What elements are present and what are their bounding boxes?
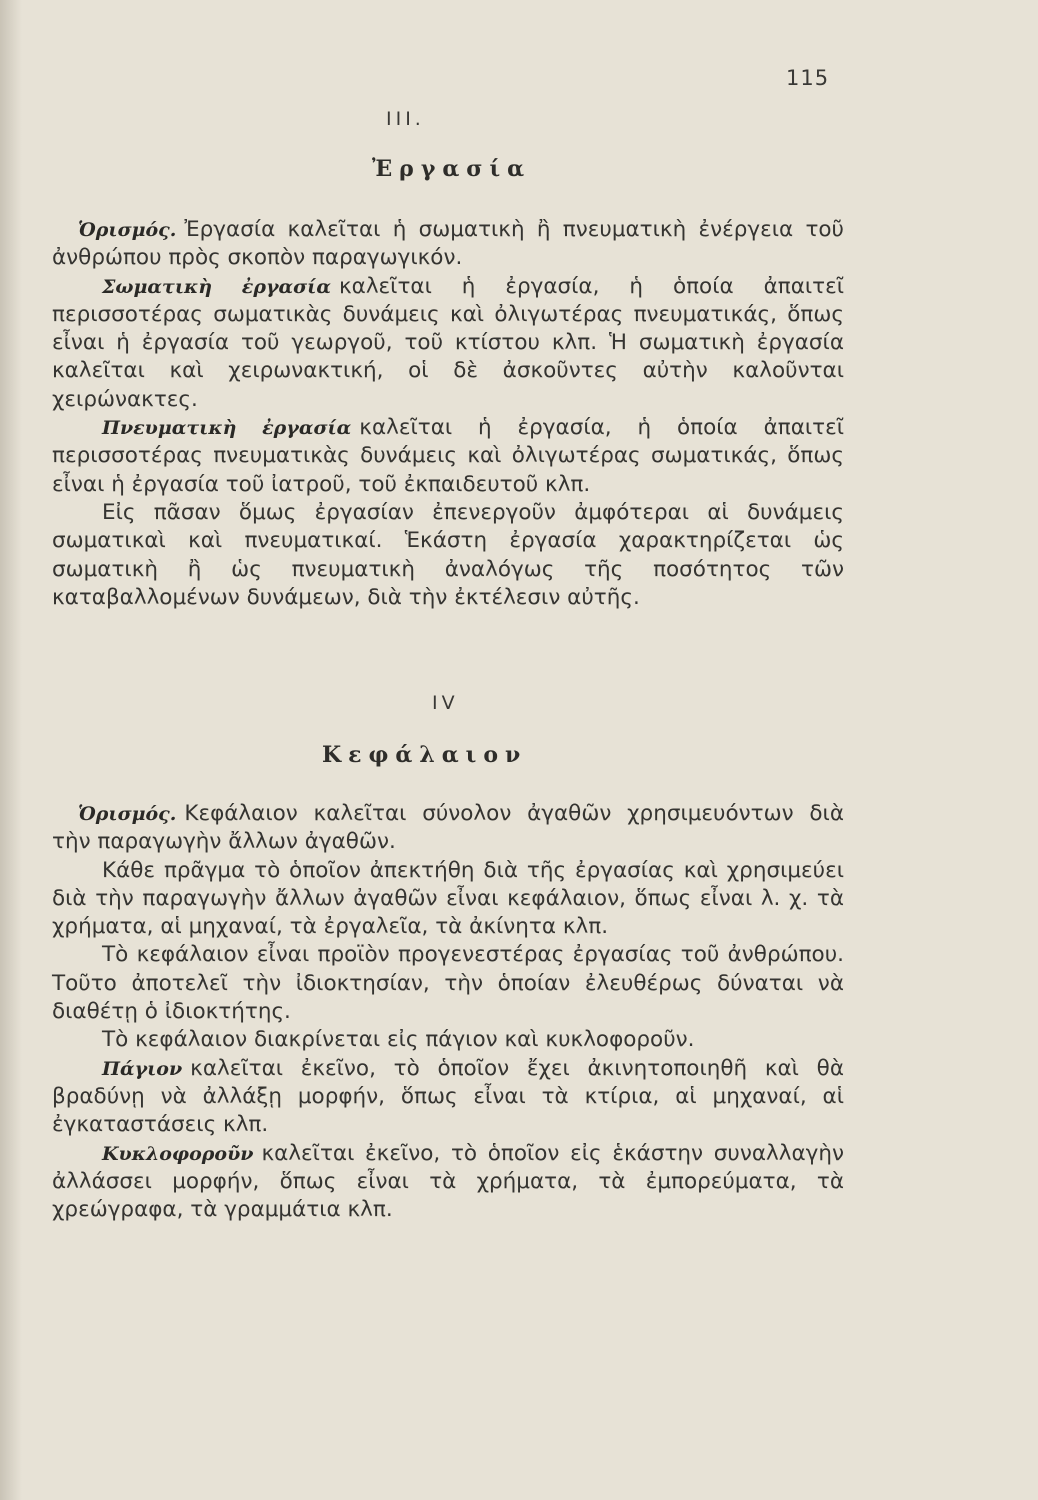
paragraph — [52, 273, 844, 414]
paragraph — [52, 499, 844, 612]
paragraph-text: καλεῖται ἡ ἐργασία, ἡ ὁποία ἀπαιτεῖ περισσοτέρας σωματικὰς δυνάμεις καὶ ὀλιγωτέρας πνευματικάς, ὅπως εἶναι ἡ ἐργασία τοῦ γεωργοῦ, τοῦ κτίστου κλπ. Ἡ σωματικὴ ἐργασία καλεῖται καὶ χειρωνακτική, οἱ δὲ ἀσκοῦντες αὐτὴν καλοῦνται χειρώνακτες. — [52, 273, 844, 412]
paragraph-text: Εἰς πᾶσαν ὅμως ἐργασίαν ἐπενεργοῦν ἀμφότεραι αἱ δυνάμεις σωματικαὶ καὶ πνευματικαί. Ἑκάστη ἐργασία χαρακτηρίζεται ὡς σωματικὴ ἢ ὡς πνευματικὴ ἀναλόγως τῆς ποσότητος τῶν καταβαλλομένων δυνάμεων, διὰ τὴν ἐκτέλεσιν αὐτῆς. — [52, 499, 844, 610]
paragraph-text: καλεῖται ἡ ἐργασία, ἡ ὁποία ἀπαιτεῖ περισσοτέρας πνευματικὰς δυνάμεις καὶ ὀλιγωτέρας σωματικάς, ὅπως εἶναι ἡ ἐργασία τοῦ ἰατροῦ, τοῦ ἐκπαιδευτοῦ κλπ. — [52, 415, 844, 497]
section-title: Ἐργασία — [372, 156, 532, 182]
paragraph-text: Τὸ κεφάλαιον διακρίνεται εἰς πάγιον καὶ κυκλοφοροῦν. — [102, 1027, 695, 1053]
section-numeral: III. — [386, 108, 425, 130]
paragraph-text: Κάθε πρᾶγμα τὸ ὁποῖον ἀπεκτήθη διὰ τῆς ἐργασίας καὶ χρησιμεύει διὰ τὴν παραγωγὴν ἄλλων ἀγαθῶν εἶναι κεφάλαιον, ὅπως εἶναι λ. χ. τὰ χρήματα, αἱ μηχαναί, τὰ ἐργαλεῖα, τὰ ἀκίνητα κλπ. — [52, 857, 844, 940]
term: Πάγιον — [102, 1057, 183, 1080]
section-title: Κεφάλαιον — [322, 742, 528, 768]
section-numeral: IV — [432, 692, 459, 714]
paragraph-text: Ἐργασία καλεῖται ἡ σωματικὴ ἢ πνευματικὴ ἐνέργεια τοῦ ἀνθρώπου πρὸς σκοπὸν παραγωγικόν. — [52, 217, 844, 271]
paragraph-text: καλεῖται ἐκεῖνο, τὸ ὁποῖον ἔχει ἀκινητοποιηθῆ καὶ θὰ βραδύνῃ νὰ ἀλλάξῃ μορφήν, ὅπως εἶναι τὰ κτίρια, αἱ μηχαναί, αἱ ἐγκαταστάσεις κλπ. — [52, 1055, 844, 1138]
paragraph-text: Τὸ κεφάλαιον εἶναι προϊὸν προγενεστέρας ἐργασίας τοῦ ἀνθρώπου. Τοῦτο ἀποτελεῖ τὴν ἰδιοκτησίαν, τὴν ὁποίαν ἐλευθέρως δύναται νὰ διαθέτῃ ὁ ἰδιοκτήτης. — [52, 942, 844, 1025]
term: Πνευματικὴ ἐργασία — [102, 417, 352, 440]
page-number: 115 — [786, 66, 830, 90]
term: Ὁρισμός. — [78, 803, 177, 825]
paragraph — [52, 216, 844, 273]
paragraph — [52, 941, 844, 1026]
paragraph-text: καλεῖται ἐκεῖνο, τὸ ὁποῖον εἰς ἑκάστην συναλλαγὴν ἀλλάσσει μορφήν, ὅπως εἶναι τὰ χρήματα, τὰ ἐμπορεύματα, τὰ χρεώγραφα, τὰ γραμμάτια κλπ. — [52, 1140, 844, 1223]
paragraph — [52, 1140, 844, 1225]
section-body — [52, 216, 844, 612]
paragraph — [52, 414, 844, 499]
paragraph — [52, 1026, 844, 1054]
paragraph — [52, 857, 844, 942]
page-gutter-shadow — [0, 0, 22, 1500]
term: Σωματικὴ ἐργασία — [102, 275, 331, 298]
term: Ὁρισμός. — [78, 219, 177, 241]
section-body — [52, 800, 844, 1224]
term: Κυκλοφοροῦν — [102, 1142, 254, 1165]
paragraph-text: Κεφάλαιον καλεῖται σύνολον ἀγαθῶν χρησιμευόντων διὰ τὴν παραγωγὴν ἄλλων ἀγαθῶν. — [52, 801, 844, 855]
paragraph — [52, 800, 844, 857]
paragraph — [52, 1055, 844, 1140]
